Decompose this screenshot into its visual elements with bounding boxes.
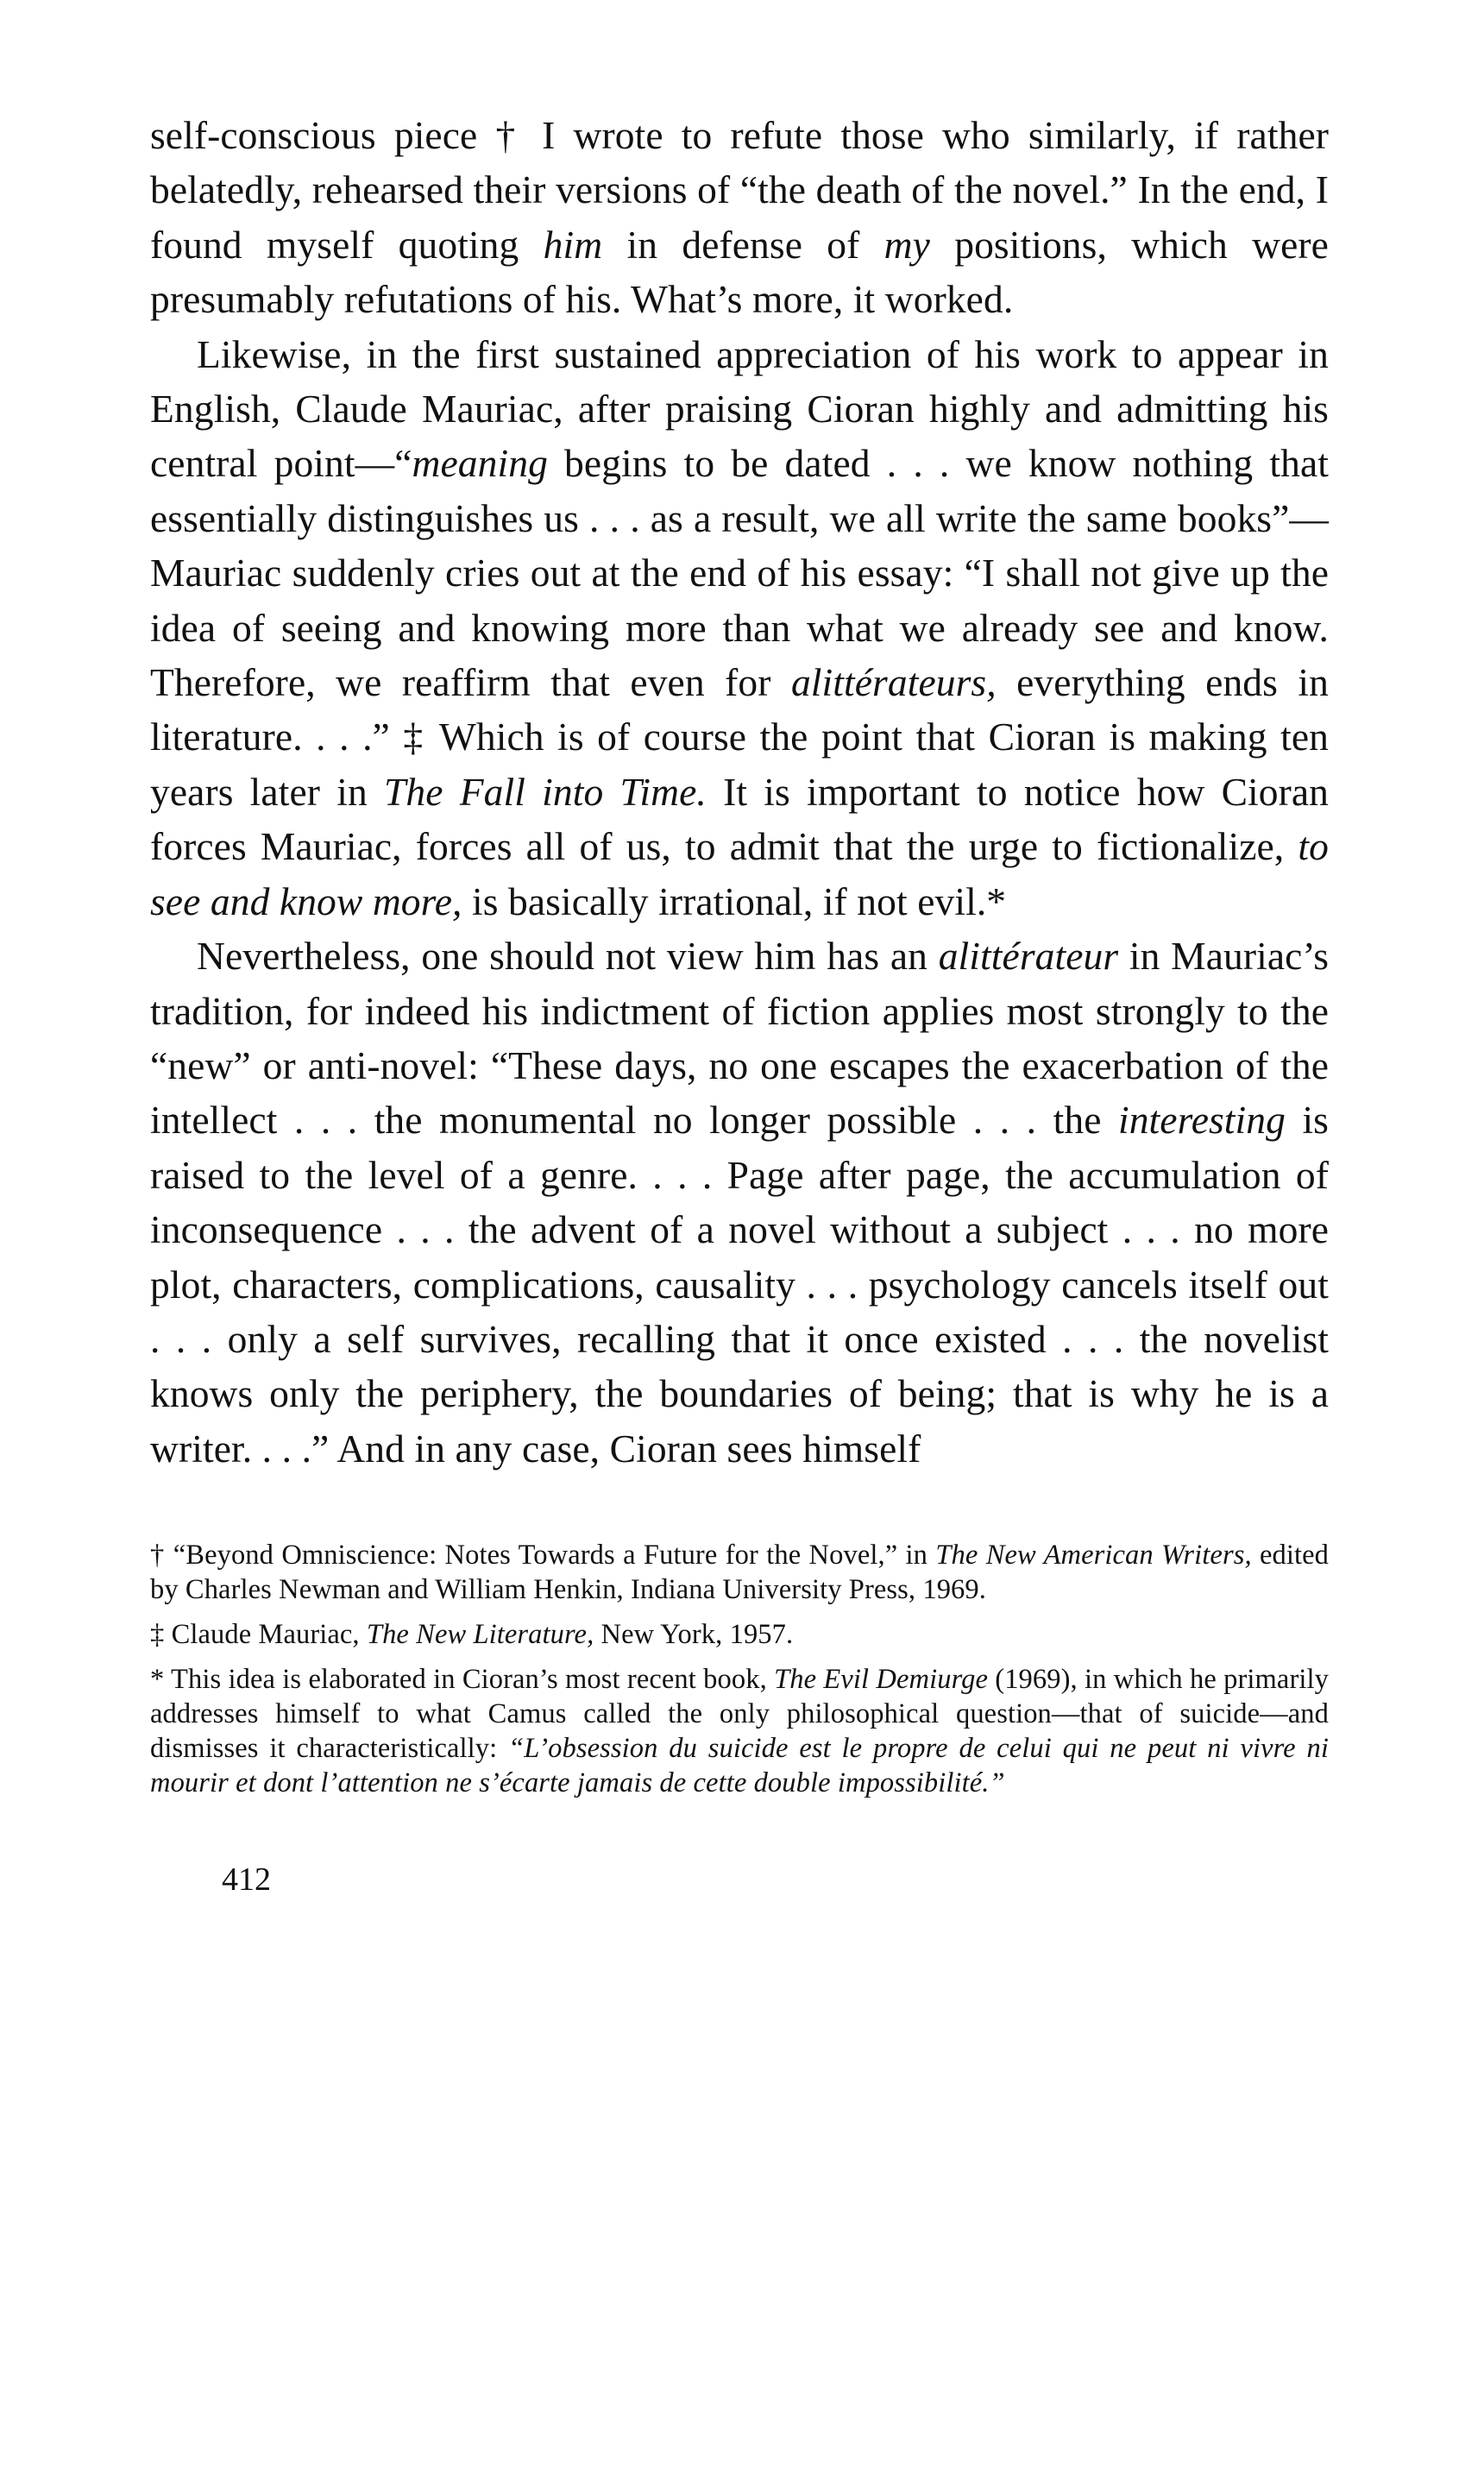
italic-run: to see and know more, [150,824,1329,923]
italic-run: The New American Writers, [935,1540,1252,1571]
text-run: begins to be dated . . . we know nothing that essentially distinguishes us . . . as a result, we all write the same books”—Mauriac suddenly cries out at the end of his essay: “I shall not give up the idea of seeing and knowing more than what we already see and know. Therefore, we reaffirm that even for [150,441,1330,705]
text-run: is raised to the level of a genre. . . . Page after page, the accumulation of inconsequence . . . the advent of a novel without a subject . . . no more plot, characters, complications, causality . . . psychology cancels itself out . . . only a self survives, recalling that it once existed . . . the novelist knows only the periphery, the boundaries of being; that is why he is a writer. . . .” And in any case, Cioran sees himself [150,1098,1329,1471]
page-number: 412 [222,1861,271,1899]
text-run: self-conscious piece † I wrote to refute those who similarly, if rather belatedly, rehearsed their versions of “the death of the novel.” In the end, I found myself quoting [150,113,1329,267]
italic-run: “L’obsession du suicide est le propre de celui qui ne peut ni vivre ni mourir et dont l’attention ne s’écarte jamais de cette double impossibilité.” [150,1733,1329,1799]
text-run: New York, 1957. [594,1619,794,1651]
italic-run: The Fall into Time. [383,769,707,814]
book-page [150,108,1329,1899]
text-run: in defense of [602,222,884,267]
footnotes [150,1538,1329,1800]
italic-run: The Evil Demiurge [774,1664,988,1696]
text-run: in Mauriac’s tradition, for indeed his indictment of fiction applies most strongly to the “new” or anti-novel: “These days, no one escapes the exacerbation of the intellect . . . the monumental no longer possible . . . the [150,934,1330,1143]
italic-run: The New Literature, [366,1619,594,1651]
text-run: ‡ Claude Mauriac, [150,1619,367,1651]
body-text [150,108,1329,1476]
text-run: * This idea is elaborated in Cioran’s most recent book, [150,1664,775,1696]
italic-run: alittérateur [938,934,1119,979]
text-run: (1969), in which he primarily addresses himself to what Camus called the only philosophical question—that of suicide—and dismisses it characteristically: [150,1664,1329,1765]
paragraph [150,327,1329,929]
text-run: positions, which were presumably refutations of his. What’s more, it worked. [150,222,1329,322]
footnote-dagger [150,1538,1329,1607]
text-run: is basically irrational, if not evil.* [462,879,1007,923]
footnote-asterisk [150,1662,1329,1800]
italic-run: my [883,222,930,267]
italic-run: interesting [1117,1098,1286,1143]
paragraph [150,929,1329,1476]
paragraph [150,108,1329,327]
italic-run: him [543,222,603,267]
italic-run: alittérateurs, [790,660,997,705]
text-run: Likewise, in the first sustained appreciation of his work to appear in English, Claude Mauriac, after praising Cioran highly and admitting his central point—“ [150,331,1329,486]
text-run: Nevertheless, one should not view him has an [197,934,939,979]
text-run: † “Beyond Omniscience: Notes Towards a Future for the Novel,” in [150,1540,936,1571]
footnote-double-dagger [150,1617,1329,1652]
text-run: It is important to notice how Cioran forces Mauriac, forces all of us, to admit that the urge to fictionalize, [150,769,1330,869]
italic-run: meaning [412,441,548,486]
text-run: edited by Charles Newman and William Henkin, Indiana University Press, 1969. [150,1540,1330,1606]
text-run: everything ends in literature. . . .” ‡ Which is of course the point that Cioran is making ten years later in [150,660,1329,814]
